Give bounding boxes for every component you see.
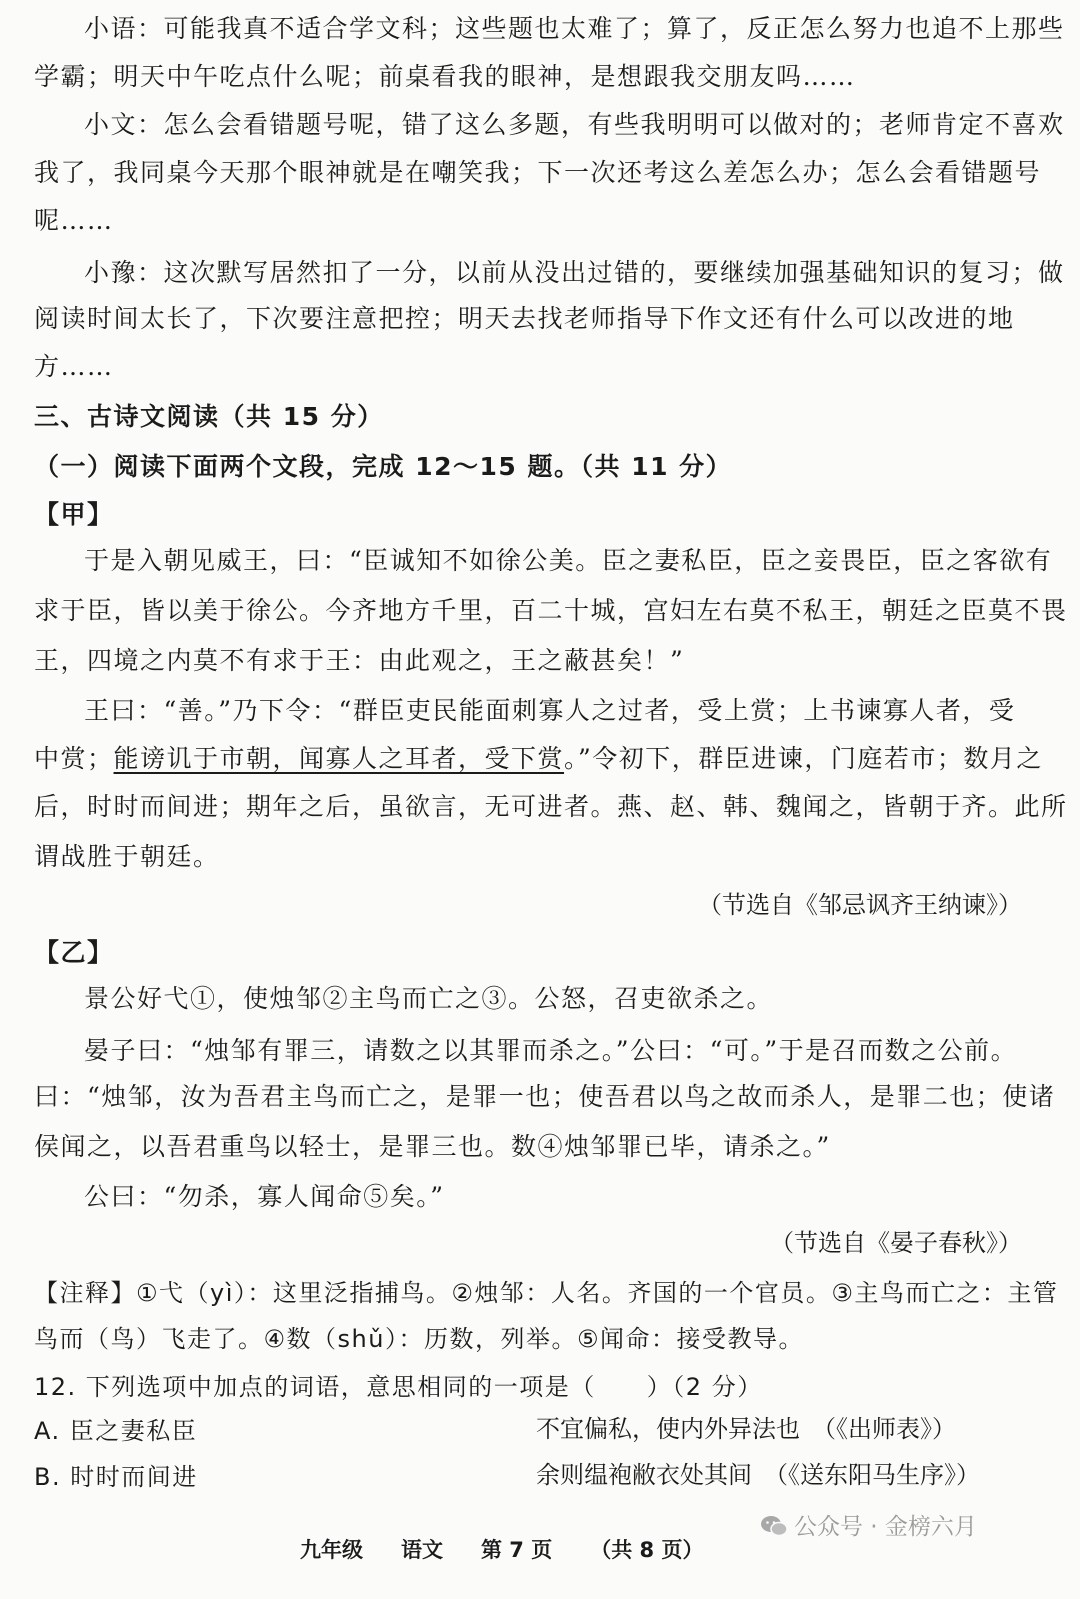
yi-line: 曰：“烛邹，汝为吾君主鸟而亡之，是罪一也；使吾君以鸟之故而杀人，是罪二也；使诸 xyxy=(34,1082,1056,1111)
passage-line: 小豫：这次默写居然扣了一分，以前从没出过错的，要继续加强基础知识的复习；做 xyxy=(84,258,1065,287)
passage-line: 方…… xyxy=(34,352,114,381)
passage-line: 我了，我同桌今天那个眼神就是在嘲笑我；下一次还考这么差怎么办；怎么会看错题号 xyxy=(34,158,1042,187)
yi-line: 晏子曰：“烛邹有罪三，请数之以其罪而杀之。”公曰：“可。”于是召而数之公前。 xyxy=(84,1036,1018,1065)
notes-line: 鸟而（鸟）飞走了。④数（shǔ）：历数，列举。⑤闻命：接受教导。 xyxy=(34,1325,804,1353)
jia-line: 求于臣，皆以美于徐公。今齐地方千里，百二十城，宫妇左右莫不私王，朝廷之臣莫不畏 xyxy=(34,596,1068,625)
yi-source: （节选自《晏子春秋》） xyxy=(770,1229,1022,1257)
jia-label: 【甲】 xyxy=(34,500,114,529)
notes-line: 【注释】①弋（yì）：这里泛指捕鸟。②烛邹：人名。齐国的一个官员。③主鸟而亡之：主管 xyxy=(34,1279,1059,1307)
option-a xyxy=(34,1414,197,1448)
passage-line: 阅读时间太长了，下次要注意把控；明天去找老师指导下作文还有什么可以改进的地 xyxy=(34,304,1015,333)
passage-line: 呢…… xyxy=(34,206,114,235)
wechat-icon xyxy=(760,1515,788,1537)
option-a-label: A. xyxy=(34,1417,61,1445)
subsection-title: （一）阅读下面两个文段，完成 12～15 题。（共 11 分） xyxy=(34,452,733,481)
option-b-label: B. xyxy=(34,1463,62,1491)
jia-line: 谓战胜于朝廷。 xyxy=(34,842,220,871)
footer-grade: 九年级 xyxy=(300,1538,363,1562)
passage-line: 学霸；明天中午吃点什么呢；前桌看我的眼神，是想跟我交朋友吗…… xyxy=(34,62,856,91)
option-a-right: 不宜偏私，使内外异法也 （《出师表》） xyxy=(536,1415,956,1443)
footer-page: 第 7 页 xyxy=(481,1538,553,1562)
page-footer xyxy=(300,1534,741,1564)
jia-source: （节选自《邹忌讽齐王纳谏》） xyxy=(698,891,1022,919)
jia-line: 王曰：“善。”乃下令：“群臣吏民能面刺寡人之过者，受上赏；上书谏寡人者，受 xyxy=(84,696,1016,725)
yi-line: 侯闻之，以吾君重鸟以轻士，是罪三也。数④烛邹罪已毕，请杀之。” xyxy=(34,1132,831,1161)
option-b-right: 余则缊袍敝衣处其间 （《送东阳马生序》） xyxy=(536,1461,980,1489)
jia-line-underlined xyxy=(34,742,1043,776)
yi-line: 公曰：“勿杀，寡人闻命⑤矣。” xyxy=(84,1182,445,1211)
jia-line: 王，四境之内莫不有求于王：由此观之，王之蔽甚矣！” xyxy=(34,646,685,675)
jia-line: 于是入朝见威王，曰：“臣诚知不如徐公美。臣之妻私臣，臣之妾畏臣，臣之客欲有 xyxy=(84,546,1053,575)
jia-line5-pre: 中赏； xyxy=(34,744,114,773)
yi-label: 【乙】 xyxy=(34,938,114,967)
watermark xyxy=(760,1508,977,1541)
jia-line: 后，时时而间进；期年之后，虽欲言，无可进者。燕、赵、韩、魏闻之，皆朝于齐。此所 xyxy=(34,792,1068,821)
question-12: 12. 下列选项中加点的词语，意思相同的一项是（ ）（2 分） xyxy=(34,1373,763,1401)
watermark-text: 公众号 · 金榜六月 xyxy=(794,1514,977,1540)
passage-line: 小文：怎么会看错题号呢，错了这么多题，有些我明明可以做对的；老师肯定不喜欢 xyxy=(84,110,1065,139)
underlined-sentence: 能谤讥于市朝，闻寡人之耳者，受下赏 xyxy=(113,744,565,773)
option-b-left: 时时而间进 xyxy=(70,1463,198,1491)
section-title: 三、古诗文阅读（共 15 分） xyxy=(34,402,384,431)
passage-line: 小语：可能我真不适合学文科；这些题也太难了；算了，反正怎么努力也追不上那些 xyxy=(84,14,1065,43)
option-b xyxy=(34,1460,198,1494)
footer-total: （共 8 页） xyxy=(590,1538,704,1562)
yi-line: 景公好弋①，使烛邹②主鸟而亡之③。公怒，召吏欲杀之。 xyxy=(84,984,774,1013)
jia-line5-post: 。”令初下，群臣进谏，门庭若市；数月之 xyxy=(564,744,1043,773)
option-a-left: 臣之妻私臣 xyxy=(69,1417,198,1445)
footer-subject: 语文 xyxy=(401,1538,443,1562)
